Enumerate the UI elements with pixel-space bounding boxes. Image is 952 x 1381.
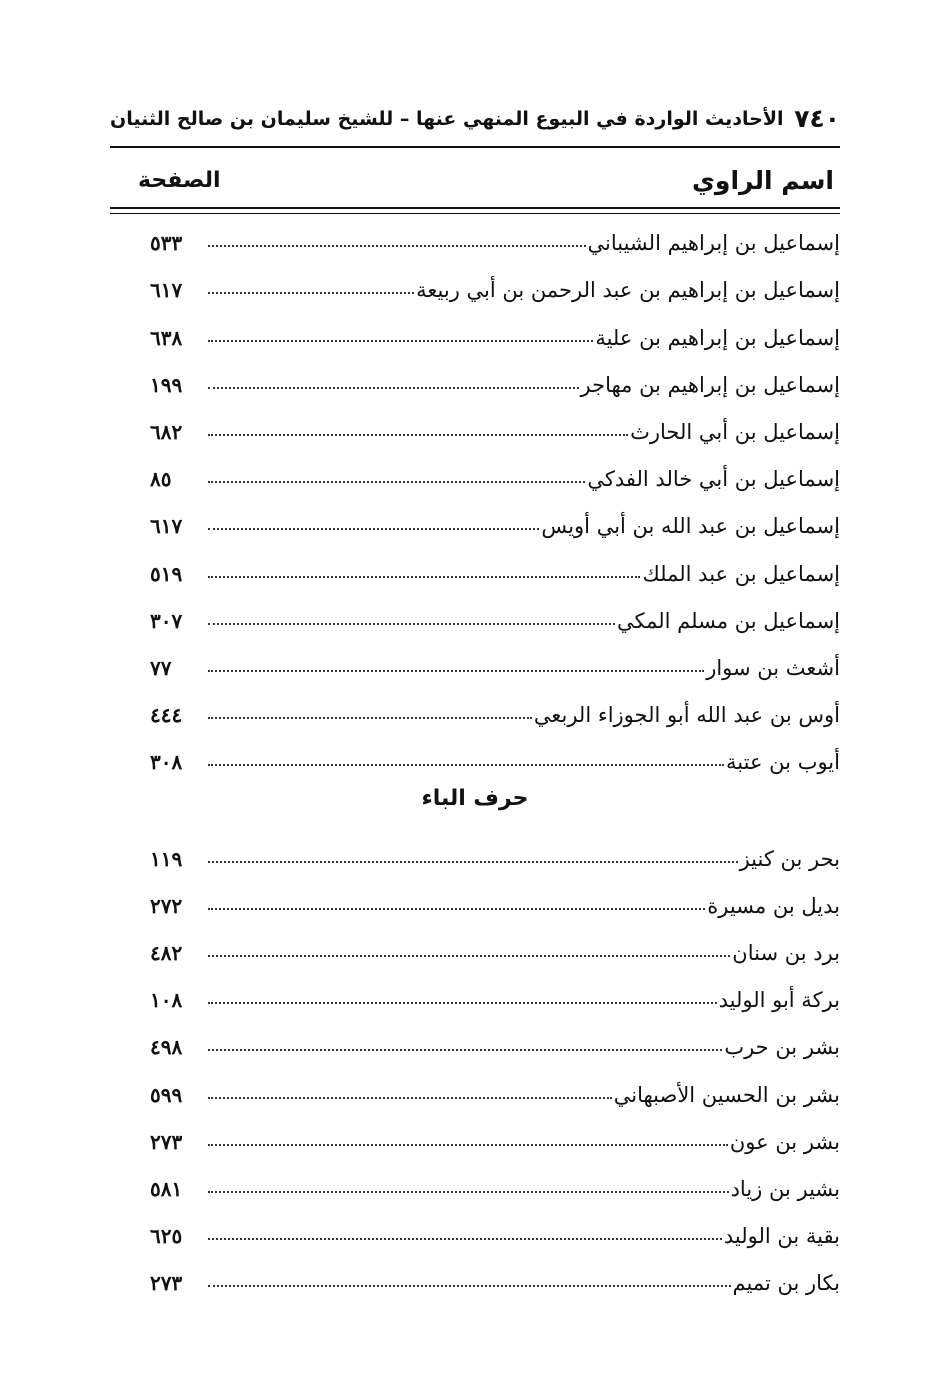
index-entry (150, 356, 840, 403)
narrator-name: إسماعيل بن إبراهيم بن عبد الرحمن بن أبي ربيعة (416, 278, 840, 303)
narrator-name: أيوب بن عتبة (726, 750, 840, 775)
page-ref: ٤٤٤ (150, 703, 183, 728)
index-entry (150, 1018, 840, 1065)
dot-leader (208, 1002, 717, 1004)
page-ref: ٦٣٨ (150, 325, 183, 350)
page-ref: ٨٥ (150, 467, 172, 492)
narrator-name: أوس بن عبد الله أبو الجوزاء الربعي (533, 703, 840, 728)
dot-leader (208, 1097, 612, 1099)
page-ref: ١٠٨ (150, 988, 183, 1013)
double-rule (110, 207, 840, 214)
book-title: الأحاديث الواردة في البيوع المنهي عنها – للشيخ سليمان بن صالح الثنيان (110, 108, 784, 130)
page-ref: ٧٧ (150, 655, 172, 680)
narrator-name: بقية بن الوليد (723, 1223, 840, 1248)
page-column-header: الصفحة (138, 168, 221, 193)
page-ref: ٥١٩ (150, 561, 183, 586)
column-headers (110, 166, 840, 206)
index-entry (150, 1113, 840, 1160)
narrator-name: أشعث بن سوار (706, 655, 840, 680)
index-entry (150, 403, 840, 450)
narrator-name: إسماعيل بن مسلم المكي (617, 608, 840, 633)
narrator-name: بركة أبو الوليد (718, 988, 840, 1013)
dot-leader (208, 434, 628, 436)
header-rule (110, 146, 840, 148)
dot-leader (208, 1285, 731, 1287)
page-ref: ٦١٧ (150, 514, 183, 539)
dot-leader (208, 908, 705, 910)
page-ref: ٢٧٣ (150, 1270, 183, 1295)
index-entry (150, 1207, 840, 1254)
page-ref: ٢٧٣ (150, 1129, 183, 1154)
narrator-name: بشير بن زياد (730, 1176, 840, 1201)
page-ref: ٤٩٨ (150, 1035, 183, 1060)
dot-leader (208, 717, 532, 719)
dot-leader (208, 1144, 728, 1146)
narrator-name: بشر بن حرب (724, 1035, 840, 1060)
narrator-name: بديل بن مسيرة (707, 894, 840, 919)
page-ref: ٢٧٢ (150, 894, 183, 919)
index-entry (150, 1065, 840, 1112)
dot-leader (208, 1049, 722, 1051)
index-entry (150, 830, 840, 877)
index-entry (150, 261, 840, 308)
index-entry (150, 686, 840, 733)
page-ref: ٦١٧ (150, 278, 183, 303)
page-ref: ٣٠٨ (150, 750, 183, 775)
dot-leader (208, 1238, 722, 1240)
page-ref: ٤٨٢ (150, 941, 183, 966)
index-entry (150, 450, 840, 497)
index-entry (150, 592, 840, 639)
narrator-name: إسماعيل بن إبراهيم بن مهاجر (580, 372, 840, 397)
dot-leader (208, 387, 579, 389)
index-entry (150, 497, 840, 544)
index-entry (150, 733, 840, 780)
narrator-name: بشر بن عون (729, 1129, 840, 1154)
dot-leader (208, 340, 593, 342)
narrator-name: بكار بن تميم (732, 1270, 840, 1295)
narrator-name: إسماعيل بن عبد الله بن أبي أويس (541, 514, 840, 539)
dot-leader (208, 861, 738, 863)
index-entry (150, 971, 840, 1018)
page-ref: ٥٩٩ (150, 1082, 183, 1107)
narrator-name: بشر بن الحسين الأصبهاني (613, 1082, 840, 1107)
narrator-name: إسماعيل بن أبي الحارث (630, 419, 840, 444)
dot-leader (208, 528, 539, 530)
narrator-name: إسماعيل بن إبراهيم بن علية (595, 325, 840, 350)
index-section-ba (150, 830, 840, 1301)
index-section-alif (150, 214, 840, 780)
letter-heading: حرف الباء (421, 786, 529, 811)
index-entry (150, 214, 840, 261)
index-entry (150, 308, 840, 355)
narrator-name: برد بن سنان (732, 941, 840, 966)
page-ref: ٥٣٣ (150, 231, 183, 256)
dot-leader (208, 623, 615, 625)
index-entry (150, 544, 840, 591)
page-number: ٧٤٠ (794, 104, 840, 133)
narrator-column-header: اسم الراوي (692, 166, 834, 195)
page-ref: ٣٠٧ (150, 608, 183, 633)
page-ref: ١٩٩ (150, 372, 183, 397)
narrator-name: إسماعيل بن أبي خالد الفدكي (587, 467, 840, 492)
page-ref: ٥٨١ (150, 1176, 183, 1201)
narrator-name: إسماعيل بن إبراهيم الشيباني (587, 231, 840, 256)
dot-leader (208, 481, 585, 483)
dot-leader (208, 292, 414, 294)
dot-leader (208, 576, 640, 578)
narrator-name: إسماعيل بن عبد الملك (642, 561, 840, 586)
dot-leader (208, 955, 730, 957)
page-ref: ٦٨٢ (150, 419, 183, 444)
index-entry (150, 1160, 840, 1207)
dot-leader (208, 1191, 729, 1193)
page-ref: ٦٢٥ (150, 1223, 183, 1248)
running-header (110, 104, 840, 144)
dot-leader (208, 245, 586, 247)
narrator-name: بحر بن كنيز (739, 847, 840, 872)
index-entry (150, 924, 840, 971)
page-ref: ١١٩ (150, 847, 183, 872)
index-entry (150, 1254, 840, 1301)
index-entry (150, 639, 840, 686)
dot-leader (208, 764, 724, 766)
dot-leader (208, 670, 704, 672)
index-entry (150, 877, 840, 924)
